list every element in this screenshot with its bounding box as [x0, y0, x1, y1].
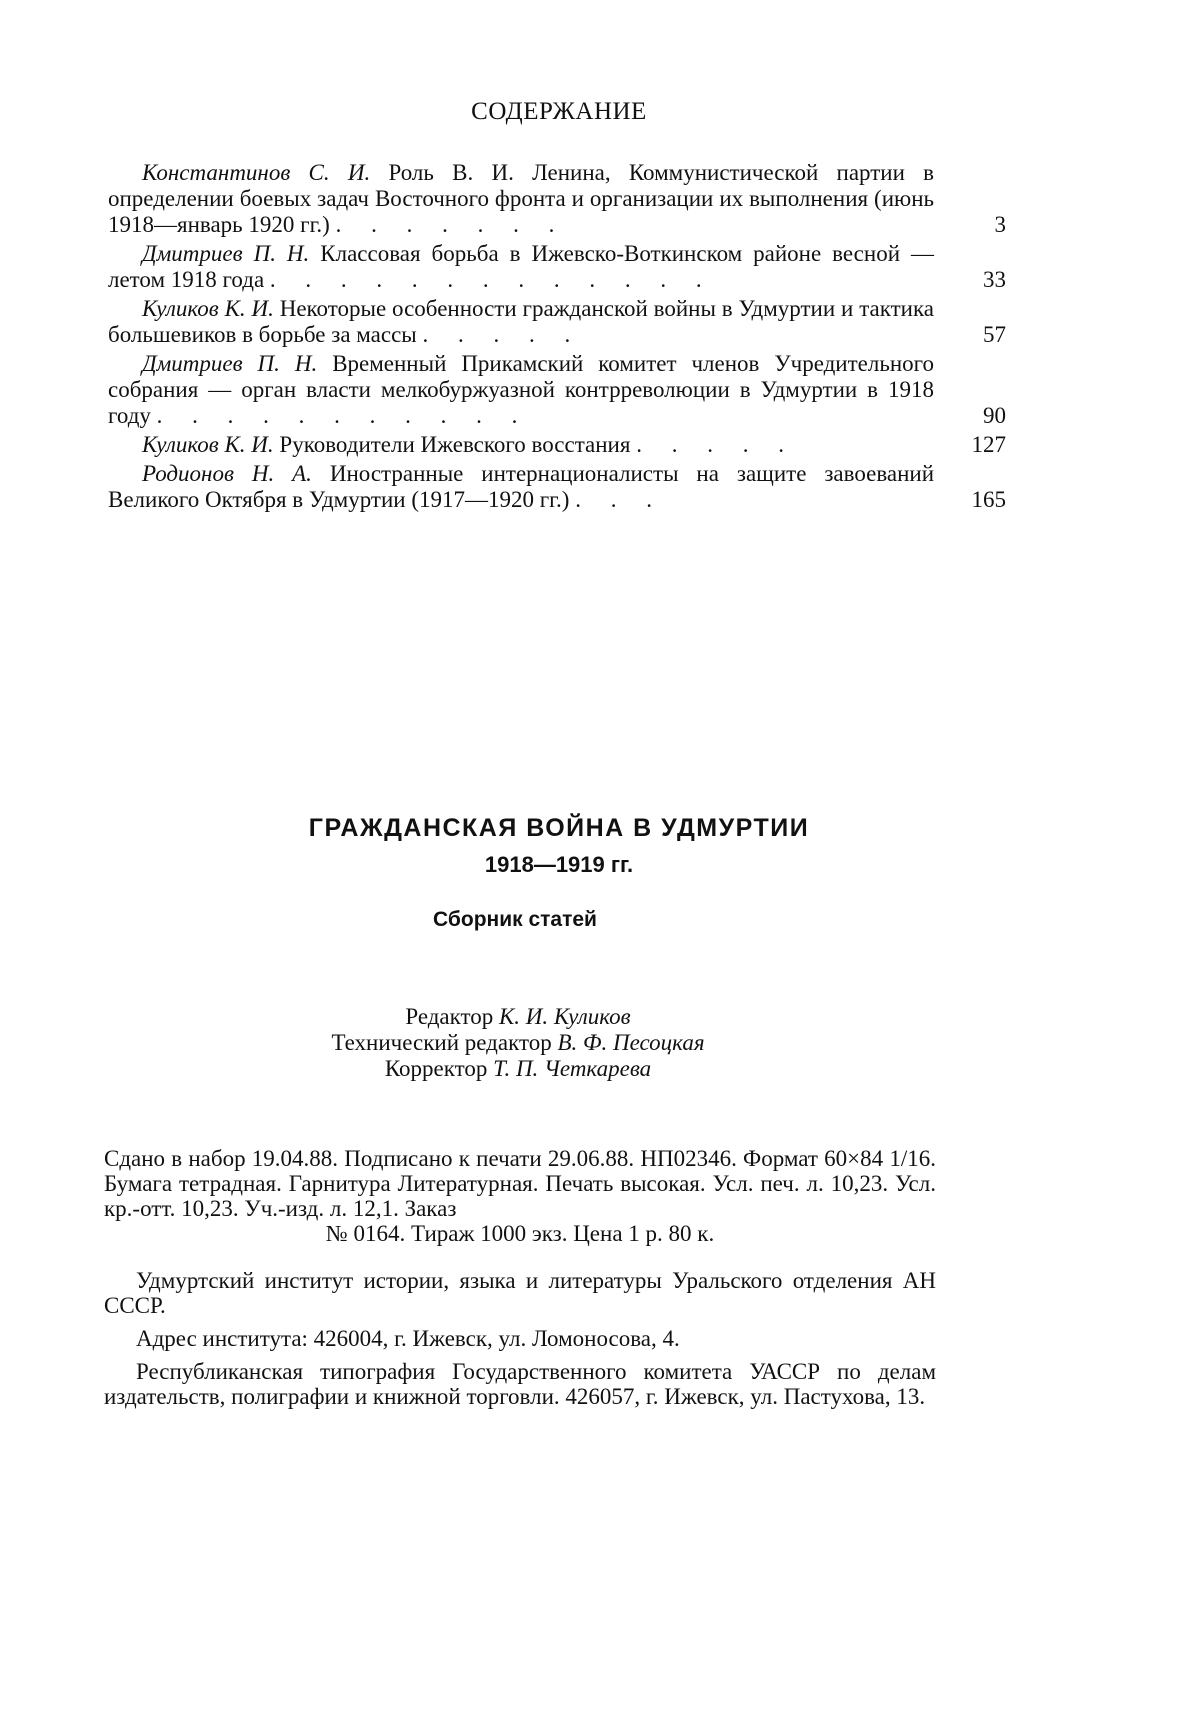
toc-entry-page: 33: [983, 267, 1006, 292]
toc-entry-author: Константинов С. И.: [142, 160, 371, 185]
toc-entry-title: Руководители Ижевского восстания: [279, 432, 631, 457]
credit-editor: [0, 1004, 1036, 1030]
toc-entry-leader: . . . . .: [422, 322, 583, 347]
toc-entry-author: Родионов Н. А.: [142, 461, 312, 486]
toc-entry-author: Дмитриев П. Н.: [142, 241, 310, 266]
credit-corrector: [0, 1056, 1036, 1082]
toc-entry-page: 57: [983, 322, 1006, 347]
toc-entry: [108, 461, 1008, 513]
toc-entry-author: Куликов К. И.: [142, 296, 274, 321]
toc-entry: [108, 432, 1008, 458]
imprint-main: Сдано в набор 19.04.88. Подписано к печати 29.06.88. НП02346. Формат 60×84 1/16. Бумага тетрадная. Гарнитура Литературная. Печать высокая. Усл. печ. л. 10,23. Усл. кр.-отт. 10,23. Уч.-изд. л. 12,1. Заказ: [104, 1146, 936, 1221]
credit-name: Т. П. Четкарева: [493, 1056, 652, 1081]
book-years: 1918—1919 гг.: [484, 852, 634, 877]
toc-entry-author: Дмитриев П. Н.: [142, 351, 318, 376]
toc-entry: [108, 160, 1008, 238]
toc-entry-title: Некоторые особенности гражданской войны в Удмуртии и тактика большевиков в борьбе за массы: [108, 296, 935, 347]
toc-entry-page: 165: [971, 487, 1006, 512]
toc-entry-page: 3: [994, 212, 1006, 237]
toc-entry-title: Классовая борьба в Ижевско-Воткинском районе весной — летом 1918 года: [108, 241, 934, 292]
publisher-address: Адрес института: 426004, г. Ижевск, ул. Ломоносова, 4.: [136, 1326, 680, 1351]
toc-entry-page: 90: [983, 403, 1006, 428]
toc-entry: [108, 296, 1008, 348]
credit-role: Корректор: [384, 1056, 488, 1081]
toc-entry-page: 127: [971, 432, 1006, 457]
toc-entry-text: [108, 241, 934, 293]
toc-entry-leader: . . . . . . . . . . . . .: [269, 267, 714, 292]
publisher-info: [104, 1268, 936, 1409]
contents-heading: СОДЕРЖАНИЕ: [471, 98, 647, 125]
toc-entry-title: Временный Прикамский комитет членов Учредительного собрания — орган власти мелкобуржуазной контрреволюции в Удмуртии в 1918 году: [108, 351, 935, 428]
toc-entry: [108, 241, 1008, 293]
credit-name: К. И. Куликов: [499, 1004, 631, 1029]
toc-entry-text: [108, 432, 934, 458]
publisher-institute: Удмуртский институт истории, языка и литературы Уральского отделения АН СССР.: [104, 1268, 936, 1318]
toc-entry-title: Иностранные интернационалисты на защите завоеваний Великого Октября в Удмуртии (1917—1920 гг.): [108, 461, 935, 512]
credit-name: В. Ф. Песоцкая: [557, 1030, 705, 1055]
credit-role: Технический редактор: [331, 1030, 552, 1055]
toc-entry-title: Роль В. И. Ленина, Коммунистической партии в определении боевых задач Восточного фронта и организации их выполнения (июнь 1918—январь 1920 гг.): [108, 160, 934, 237]
credit-technical-editor: [0, 1030, 1036, 1056]
toc-entry-text: [108, 461, 934, 513]
toc-entry-text: [108, 296, 934, 348]
imprint-order-line: № 0164. Тираж 1000 экз. Цена 1 р. 80 к.: [325, 1221, 715, 1246]
toc-entry-text: [108, 351, 934, 429]
credits: [0, 1004, 1036, 1082]
table-of-contents: [108, 160, 1008, 516]
publisher-printer: Республиканская типография Государственного комитета УАССР по делам издательств, полиграфии и книжной торговли. 426057, г. Ижевск, ул. Пастухова, 13.: [104, 1359, 936, 1409]
toc-entry: [108, 351, 1008, 429]
toc-entry-author: Куликов К. И.: [142, 432, 274, 457]
imprint: [104, 1146, 936, 1246]
book-subtitle: Сборник статей: [433, 908, 597, 931]
credit-role: Редактор: [405, 1004, 494, 1029]
toc-entry-leader: . . . . . . . . . . .: [156, 403, 530, 428]
book-title: ГРАЖДАНСКАЯ ВОЙНА В УДМУРТИИ: [308, 814, 810, 842]
toc-entry-text: [108, 160, 934, 238]
toc-entry-leader: . . . . . . .: [335, 212, 567, 237]
toc-entry-leader: . . .: [575, 487, 664, 512]
toc-entry-leader: . . . . .: [636, 432, 796, 457]
